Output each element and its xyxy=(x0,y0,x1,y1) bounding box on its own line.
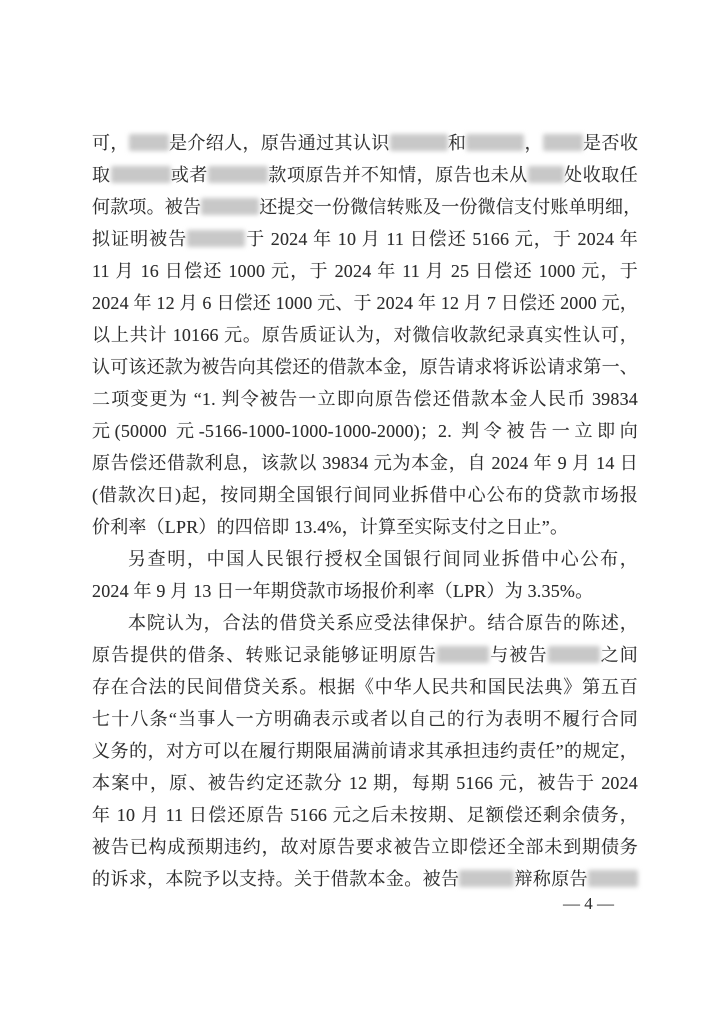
text-line xyxy=(92,223,638,255)
text-segment: 另查明，中国人民银行授权全国银行间同业拆借中心公布， xyxy=(128,549,638,569)
text-line xyxy=(92,191,642,223)
text-segment: 可， xyxy=(92,133,129,153)
text-segment: 被告已构成预期违约，故对原告要求被告立即偿还全部未到期债务 xyxy=(92,837,638,857)
text-segment: 或者 xyxy=(170,165,208,185)
text-segment: 拟证明被告 xyxy=(92,229,188,249)
text-line xyxy=(92,767,638,799)
text-segment: 元(50000 元-5166-1000-1000-1000-2000)；2. 判令被告一立即向 xyxy=(92,421,638,441)
redaction-block xyxy=(466,134,524,151)
text-segment: 的诉求，本院予以支持。关于借款本金。被告 xyxy=(92,869,460,889)
text-segment: 认可该还款为被告向其偿还的借款本金，原告请求将诉讼请求第一、 xyxy=(92,357,638,377)
text-segment: 年 10 月 11 日偿还原告 5166 元之后未按期、足额偿还剩余债务， xyxy=(92,805,638,825)
text-segment: 2024 年 9 月 13 日一年期贷款市场报价利率（LPR）为 3.35%。 xyxy=(92,581,594,601)
text-segment: 辩称原告 xyxy=(514,869,588,889)
text-line xyxy=(92,799,638,831)
page-number: — 4 — xyxy=(563,894,614,913)
text-segment: 价利率（LPR）的四倍即 13.4%，计算至实际支付之日止”。 xyxy=(92,517,569,537)
text-segment: 于 2024 年 10 月 11 日偿还 5166 元，于 2024 年 xyxy=(245,229,639,249)
text-line xyxy=(92,383,638,415)
text-line xyxy=(92,287,638,319)
text-segment: 以上共计 10166 元。原告质证认为，对微信收款纪录真实性认可， xyxy=(92,325,638,345)
text-line xyxy=(92,607,638,639)
text-segment: (借款次日)起，按同期全国银行间同业拆借中心公布的贷款市场报 xyxy=(92,485,638,505)
text-line xyxy=(92,255,638,287)
text-segment: 何款项。被告 xyxy=(92,197,202,217)
text-segment: 本院认为，合法的借贷关系应受法律保护。结合原告的陈述， xyxy=(128,613,638,633)
text-line xyxy=(92,479,638,511)
text-line xyxy=(92,159,638,191)
text-line xyxy=(92,671,638,703)
text-segment: ， xyxy=(524,133,543,153)
redaction-block xyxy=(208,166,268,183)
redaction-block xyxy=(187,230,245,247)
redaction-block xyxy=(390,134,448,151)
redaction-block xyxy=(588,870,638,887)
text-segment: 款项原告并不知情，原告也未从 xyxy=(267,165,528,185)
text-line xyxy=(92,351,638,383)
redaction-block xyxy=(548,646,600,663)
text-segment: 七十八条“当事人一方明确表示或者以自己的行为表明不履行合同 xyxy=(92,709,638,729)
text-line xyxy=(92,415,638,447)
text-line xyxy=(92,703,638,735)
text-segment: 是否收 xyxy=(582,133,639,153)
text-line xyxy=(92,319,638,351)
text-segment: 二项变更为 “1. 判令被告一立即向原告偿还借款本金人民币 39834 xyxy=(92,389,638,409)
document-body xyxy=(92,127,642,895)
text-line xyxy=(92,543,638,575)
text-segment: 之间 xyxy=(599,645,638,665)
text-line xyxy=(92,639,638,671)
text-segment: 与被告 xyxy=(489,645,548,665)
text-segment: 还提交一份微信转账及一份微信支付账单明细， xyxy=(259,197,642,217)
text-line xyxy=(92,735,638,767)
redaction-block xyxy=(111,166,171,183)
redaction-block xyxy=(459,870,514,887)
redaction-block xyxy=(543,134,583,151)
text-segment: 义务的，对方可以在履行期限届满前请求其承担违约责任”的规定， xyxy=(92,741,638,761)
text-line xyxy=(92,831,638,863)
text-segment: 11 月 16 日偿还 1000 元，于 2024 年 11 月 25 日偿还 1000 元，于 xyxy=(92,261,638,281)
text-segment: 原告提供的借条、转账记录能够证明原告 xyxy=(92,645,438,665)
text-line xyxy=(92,575,638,607)
text-segment: 处收取任 xyxy=(563,165,638,185)
text-line xyxy=(92,447,638,479)
text-line xyxy=(92,511,638,543)
text-segment: 原告偿还借款利息，该款以 39834 元为本金，自 2024 年 9 月 14 日 xyxy=(92,453,638,473)
text-segment: 存在合法的民间借贷关系。根据《中华人民共和国民法典》第五百 xyxy=(92,677,638,697)
redaction-block xyxy=(201,198,259,215)
text-segment: 2024 年 12 月 6 日偿还 1000 元、于 2024 年 12 月 7 日偿还 2000 元， xyxy=(92,293,638,313)
text-segment: 是介绍人，原告通过其认识 xyxy=(168,133,390,153)
redaction-block xyxy=(437,646,489,663)
text-segment: 本案中，原、被告约定还款分 12 期，每期 5166 元，被告于 2024 xyxy=(92,773,638,793)
text-line xyxy=(92,127,638,159)
text-segment: 和 xyxy=(447,133,467,153)
text-segment: 取 xyxy=(92,165,111,185)
redaction-block xyxy=(129,134,169,151)
redaction-block xyxy=(528,166,564,183)
